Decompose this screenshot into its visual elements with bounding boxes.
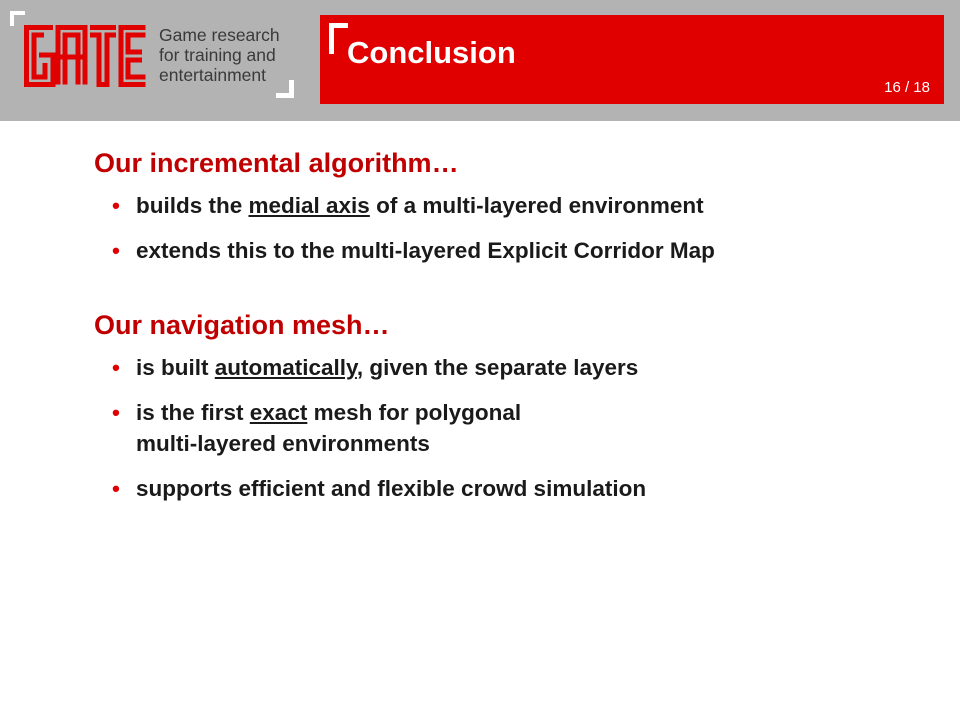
tagline-line: Game research [159,25,280,45]
bullet-text: of a multi-layered environment [369,193,704,218]
underlined-term: automatically [214,355,357,380]
tagline-line: for training and [159,45,276,65]
bullet-text: is the first [136,400,250,425]
gate-wordmark-logo [24,25,148,87]
bullet-text: supports efficient and flexible crowd simulation [136,476,647,501]
bullet-text: mesh for polygonal [307,400,522,425]
section-heading: Our navigation mesh… [94,310,390,340]
bullet-text: is built [136,355,215,380]
bullet-item [94,397,944,459]
bullet-item [94,190,944,221]
section-navigation-mesh [94,306,944,504]
slide-header [0,0,960,121]
bullet-list [94,190,944,266]
bullet-list [94,352,944,504]
title-banner [320,15,944,104]
logo-corner-bracket-top-left [10,11,25,26]
section-algorithm [94,144,944,266]
bullet-item [94,235,944,266]
logo-corner-bracket-bottom-right [276,80,294,98]
logo-tagline [159,25,280,85]
underlined-term: exact [249,400,308,425]
bullet-text: , given the separate layers [356,355,639,380]
underlined-term: medial axis [248,193,370,218]
tagline-line: entertainment [159,65,267,85]
slide-title: Conclusion [347,35,516,70]
slide-body [94,144,944,518]
bullet-text: builds the [136,193,249,218]
bullet-item [94,352,944,383]
section-heading: Our incremental algorithm… [94,148,459,178]
gate-logo [0,0,310,121]
title-corner-bracket [329,23,348,54]
bullet-text-continuation: multi-layered environments [136,431,430,456]
bullet-item [94,473,944,504]
page-number: 16 / 18 [884,79,930,96]
bullet-text: extends this to the multi-layered Explicit Corridor Map [136,238,715,263]
